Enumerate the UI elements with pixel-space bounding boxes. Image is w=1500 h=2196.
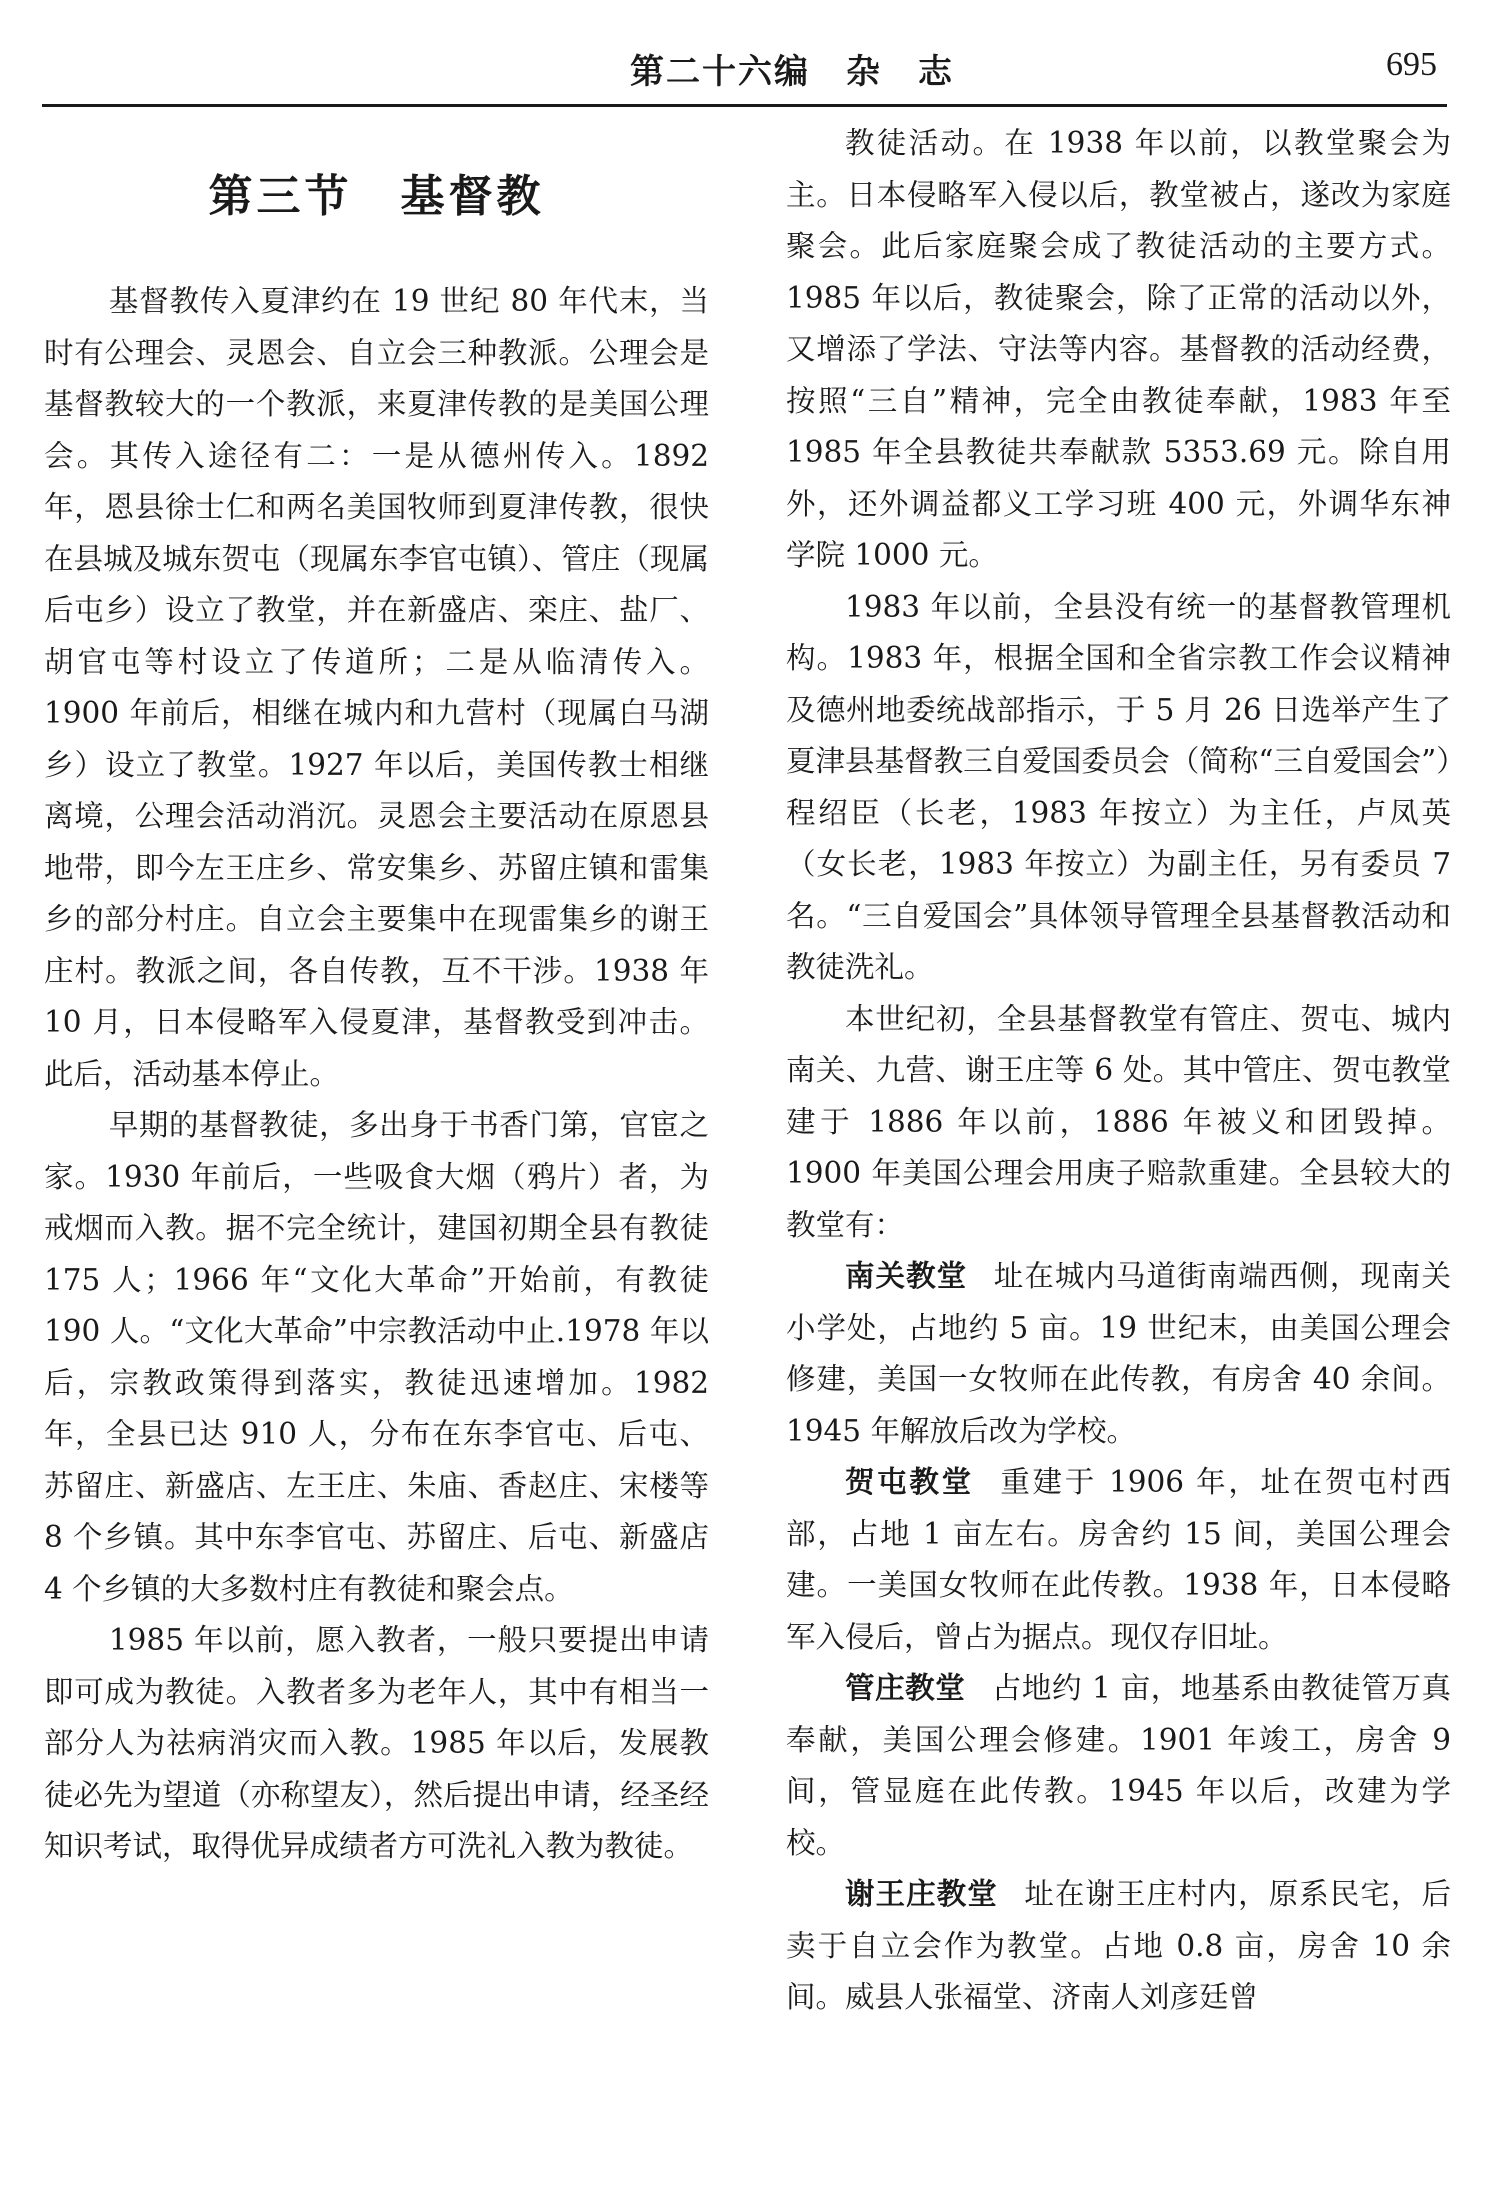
page-number: 695 [1386, 46, 1437, 83]
church-entry [786, 1251, 1451, 1457]
paragraph: 1983 年以前，全县没有统一的基督教管理机构。1983 年，根据全国和全省宗教工作会议精神及德州地委统战部指示，于 5 月 26 日选举产生了夏津县基督教三自爱国委员会（简称“三自爱国会”）程绍臣（长老，1983 年按立）为主任，卢凤英（女长老，1983 年按立）为副主任，另有委员 7 名。“三自爱国会”具体领导管理全县基督教活动和教徒洗礼。 [786, 589, 1451, 984]
church-name: 贺屯教堂 [845, 1465, 974, 1499]
running-header-title: 第二十六编 杂 志 [630, 52, 954, 92]
paragraph: 教徒活动。在 1938 年以前，以教堂聚会为主。日本侵略军入侵以后，教堂被占，遂改为家庭聚会。此后家庭聚会成了教徒活动的主要方式。1985 年以后，教徒聚会，除了正常的活动以外，又增添了学法、守法等内容。基督教的活动经费，按照“三自”精神，完全由教徒奉献，1983 年至 1985 年全县教徒共奉献款 5353.69 元。除自用外，还外调益都义工学习班 400 元，外调华东神学院 1000 元。 [786, 126, 1451, 572]
page-header [42, 36, 1447, 107]
paragraph: 1985 年以前，愿入教者，一般只要提出申请即可成为教徒。入教者多为老年人，其中有相当一部分人为祛病消灾而入教。1985 年以后，发展教徒必先为望道（亦称望友），然后提出申请，经圣经知识考试，取得优异成绩者方可洗礼入教为教徒。 [44, 1623, 709, 1863]
church-entry [786, 1663, 1451, 1869]
church-description: 址在谢王庄村内，原系民宅，后卖于自立会作为教堂。占地 0.8 亩，房舍 10 余间。威县人张福堂、济南人刘彦廷曾 [786, 1877, 1451, 2014]
section-title: 第三节 基督教 [208, 171, 545, 222]
church-description: 占地约 1 亩，地基系由教徒管万真奉献，美国公理会修建。1901 年竣工，房舍 9 间，管显庭在此传教。1945 年以后，改建为学校。 [786, 1671, 1451, 1860]
church-name: 管庄教堂 [845, 1671, 966, 1705]
church-name: 谢王庄教堂 [845, 1877, 998, 1911]
church-description: 址在城内马道街南端西侧，现南关小学处，占地约 5 亩。19 世纪末，由美国公理会修建，美国一女牧师在此传教，有房舍 40 余间。1945 年解放后改为学校。 [786, 1259, 1451, 1448]
paragraph: 基督教传入夏津约在 19 世纪 80 年代末，当时有公理会、灵恩会、自立会三种教派。公理会是基督教较大的一个教派，来夏津传教的是美国公理会。其传入途径有二：一是从德州传入。1892 年，恩县徐士仁和两名美国牧师到夏津传教，很快在县城及城东贺屯（现属东李官屯镇）、管庄（现属后屯乡）设立了教堂，并在新盛店、栾庄、盐厂、胡官屯等村设立了传道所；二是从临清传入。1900 年前后，相继在城内和九营村（现属白马湖乡）设立了教堂。1927 年以后，美国传教士相继离境，公理会活动消沉。灵恩会主要活动在原恩县地带，即今左王庄乡、常安集乡、苏留庄镇和雷集乡的部分村庄。自立会主要集中在现雷集乡的谢王庄村。教派之间，各自传教，互不干涉。1938 年 10 月，日本侵略军入侵夏津，基督教受到冲击。此后，活动基本停止。 [44, 284, 709, 1091]
paragraph: 早期的基督教徒，多出身于书香门第，官宦之家。1930 年前后，一些吸食大烟（鸦片）者，为戒烟而入教。据不完全统计，建国初期全县有教徒 175 人；1966 年“文化大革命”开始前，有教徒 190 人。“文化大革命”中宗教活动中止.1978 年以后，宗教政策得到落实，教徒迅速增加。1982 年，全县已达 910 人，分布在东李官屯、后屯、苏留庄、新盛店、左王庄、朱庙、香赵庄、宋楼等 8 个乡镇。其中东李官屯、苏留庄、后屯、新盛店 4 个乡镇的大多数村庄有教徒和聚会点。 [44, 1108, 709, 1606]
left-column [44, 118, 709, 1873]
right-column [786, 118, 1451, 2024]
church-entry [786, 1457, 1451, 1663]
church-description: 重建于 1906 年，址在贺屯村西部，占地 1 亩左右。房舍约 15 间，美国公理会建。一美国女牧师在此传教。1938 年，日本侵略军入侵后，曾占为据点。现仅存旧址。 [786, 1465, 1451, 1654]
church-name: 南关教堂 [845, 1259, 968, 1293]
church-entry [786, 1869, 1451, 2024]
paragraph: 本世纪初，全县基督教堂有管庄、贺屯、城内南关、九营、谢王庄等 6 处。其中管庄、贺屯教堂建于 1886 年以前，1886 年被义和团毁掉。1900 年美国公理会用庚子赔款重建。全县较大的教堂有： [786, 1001, 1451, 1242]
